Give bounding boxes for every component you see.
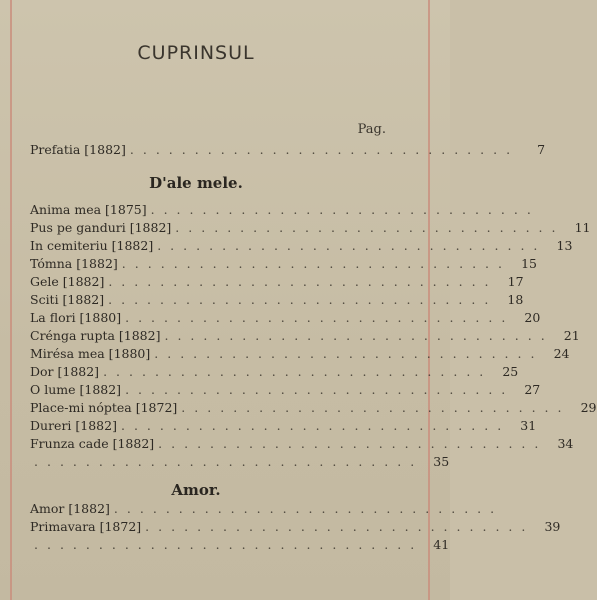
toc-entry-page: 35 (433, 454, 450, 469)
toc-entry (30, 518, 561, 536)
dot-leader: .............................. (108, 292, 498, 307)
toc-entry (30, 201, 540, 219)
toc-entry (30, 237, 573, 255)
toc-entry-page: 21 (563, 328, 580, 343)
toc-entry-title: Tómna [1882] (30, 256, 118, 271)
dot-leader: .............................. (158, 436, 548, 451)
toc-entry-page: 20 (524, 310, 541, 325)
toc-entry (30, 327, 580, 345)
toc-entry-page: 13 (556, 238, 573, 253)
dot-leader: .............................. (125, 310, 515, 325)
toc-entry-page: 34 (557, 436, 574, 451)
toc-entry-title: O lume [1882] (30, 382, 122, 397)
toc-entry (30, 255, 537, 273)
toc-entry (30, 273, 524, 291)
toc-entry-title: Frunza cade [1882] (30, 436, 155, 451)
dot-leader: .............................. (108, 274, 498, 289)
toc-entry-title: Prefatia [1882] (30, 142, 126, 157)
toc-entry (30, 291, 524, 309)
dot-leader: .............................. (103, 364, 493, 379)
toc-entry (30, 435, 574, 453)
dot-leader: .............................. (157, 238, 547, 253)
page-title: CUPRINSUL (137, 42, 255, 64)
toc-entry-page: 39 (544, 519, 561, 534)
toc-entry (30, 363, 519, 381)
toc-entry-title: Amor [1882] (30, 501, 110, 516)
toc-entry-title: Gele [1882] (30, 274, 105, 289)
dot-leader: .............................. (175, 220, 565, 235)
toc-entry-title: La flori [1880] (30, 310, 122, 325)
toc-entry-page: 17 (507, 274, 524, 289)
section-heading: Amor. (171, 481, 221, 499)
toc-entry-page: 25 (502, 364, 519, 379)
section-heading: D'ale mele. (149, 174, 243, 192)
toc-entry-title: In cemiteriu [1882] (30, 238, 154, 253)
dot-leader: .............................. (125, 382, 515, 397)
dot-leader: .............................. (129, 142, 520, 157)
toc-entry-title: Anima mea [1875] (30, 202, 147, 217)
dot-leader: .............................. (181, 400, 571, 415)
toc-entry (30, 309, 541, 327)
toc-entry-title: Primavara [1872] (30, 519, 142, 534)
toc-entry-page: 31 (520, 418, 537, 433)
dot-leader: .............................. (150, 202, 540, 217)
dot-leader: .............................. (154, 346, 544, 361)
toc-entry-page: 27 (524, 382, 541, 397)
toc-entry-title: Dor [1882] (30, 364, 100, 379)
toc-entry-title: Dureri [1882] (30, 418, 117, 433)
dot-leader: .............................. (145, 519, 535, 534)
left-margin-rule (10, 0, 12, 600)
toc-entry (30, 399, 597, 417)
page-column-label: Pag. (357, 122, 386, 137)
toc-entry-page: 24 (553, 346, 570, 361)
dot-leader: .............................. (120, 418, 511, 433)
toc-entry-page: 18 (507, 292, 524, 307)
toc-entry-title: Pus pe ganduri [1882] (30, 220, 172, 235)
toc-entry (30, 536, 450, 554)
toc-entry (30, 500, 504, 518)
toc-entry-page: 29 (580, 400, 597, 415)
toc-entry-title: Sciti [1882] (30, 292, 105, 307)
toc-entry (30, 219, 591, 237)
toc-entry (30, 381, 541, 399)
toc-entry-title: Mirésa mea [1880] (30, 346, 151, 361)
dot-leader: .............................. (34, 454, 424, 469)
toc-entry (30, 417, 537, 435)
toc-entry-page: 15 (521, 256, 537, 271)
toc-entry-title: Place-mi nóptea [1872] (30, 400, 178, 415)
dot-leader: .............................. (113, 501, 504, 516)
toc-entry-page: 11 (574, 220, 591, 235)
dot-leader: .............................. (34, 537, 424, 552)
toc-entry-page: 41 (433, 537, 450, 552)
toc-entry-page: 7 (537, 142, 546, 157)
toc-entry-title: Crénga rupta [1882] (30, 328, 161, 343)
toc-entry-preface (30, 141, 546, 159)
toc-entry (30, 345, 570, 363)
dot-leader: .............................. (121, 256, 511, 271)
dot-leader: .............................. (164, 328, 554, 343)
toc-entry (30, 453, 450, 471)
